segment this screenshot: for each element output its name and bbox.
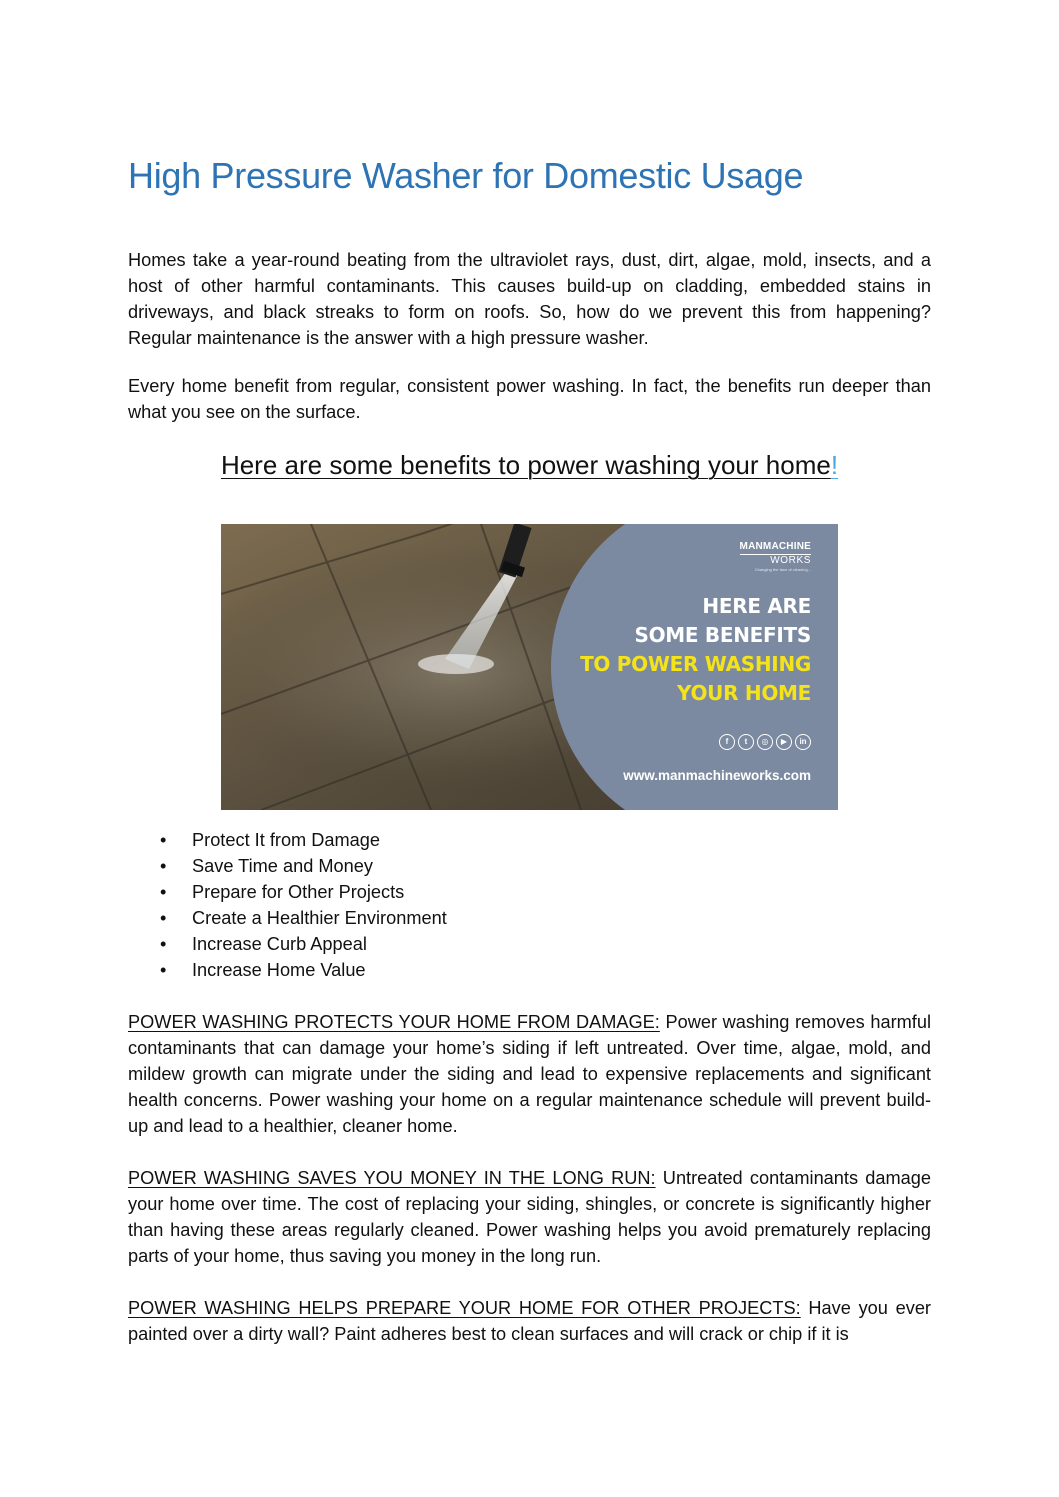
list-item-text: Increase Home Value: [192, 960, 366, 980]
list-item-text: Save Time and Money: [192, 856, 373, 876]
bullet-icon: •: [160, 908, 167, 928]
list-item-text: Protect It from Damage: [192, 830, 381, 850]
bullet-icon: •: [160, 830, 167, 850]
benefit-paragraph: Every home benefit from regular, consistent power washing. In fact, the benefits run deeper than what you see on the surface.: [128, 376, 931, 422]
section-body: Untreated contaminants damage your home over time. The cost of replacing your siding, shingles, or concrete is significantly higher than having these areas regularly cleaned. Power washing helps you avoid prematurely replacing parts of your home, thus saving you money in the long run.: [128, 1168, 931, 1266]
brand-name: MANMACHINE: [740, 541, 811, 555]
section-saves-money: [128, 1165, 931, 1269]
benefits-heading: [0, 447, 1059, 483]
list-item-text: Prepare for Other Projects: [192, 882, 405, 902]
headline-line-3: TO POWER WASHING: [580, 652, 811, 676]
website-url: www.manmachineworks.com: [623, 768, 811, 783]
page-title: High Pressure Washer for Domestic Usage: [128, 155, 804, 196]
facebook-icon: f: [719, 734, 735, 750]
bullet-icon: •: [160, 856, 167, 876]
list-item: [128, 879, 447, 905]
benefits-heading-link[interactable]: !: [830, 450, 839, 480]
benefits-list: [128, 827, 447, 983]
headline-line-4: YOUR HOME: [677, 681, 811, 705]
list-item: [128, 905, 447, 931]
bullet-icon: •: [160, 882, 167, 902]
brand-tagline: Changing the face of cleaning...: [754, 567, 811, 572]
section-protects-home: [128, 1009, 931, 1139]
section-heading: POWER WASHING SAVES YOU MONEY IN THE LONG RUN:: [128, 1168, 656, 1188]
list-item: [128, 931, 447, 957]
section-heading: POWER WASHING HELPS PREPARE YOUR HOME FOR OTHER PROJECTS:: [128, 1298, 801, 1318]
brand-logo: [740, 536, 811, 573]
headline-line-2: SOME BENEFITS: [634, 623, 811, 647]
brand-sub: WORKS: [770, 555, 811, 566]
list-item: [128, 853, 447, 879]
banner-headline: [580, 592, 811, 708]
section-heading: POWER WASHING PROTECTS YOUR HOME FROM DAMAGE:: [128, 1012, 660, 1032]
list-item: [128, 827, 447, 853]
section-body: Have you ever painted over a dirty wall? Paint adheres best to clean surfaces and will crack or chip if it is: [128, 1298, 931, 1344]
intro-paragraph: Homes take a year-round beating from the ultraviolet rays, dust, dirt, algae, mold, insects, and a host of other harmful contaminants. This causes build-up on cladding, embedded stains in driveways, and black streaks to form on roofs. So, how do we prevent this from happening? Regular maintenance is the answer with a high pressure washer.: [128, 250, 931, 348]
social-icons: [719, 734, 811, 750]
section-prepare-projects: [128, 1295, 931, 1347]
list-item-text: Create a Healthier Environment: [192, 908, 447, 928]
bullet-icon: •: [160, 960, 167, 980]
list-item: [128, 957, 447, 983]
bullet-icon: •: [160, 934, 167, 954]
benefits-heading-text: Here are some benefits to power washing your home: [220, 450, 831, 480]
list-item-text: Increase Curb Appeal: [192, 934, 367, 954]
twitter-icon: t: [738, 734, 754, 750]
section-body: Power washing removes harmful contaminants that can damage your home’s siding if left untreated. Over time, algae, mold, and mildew growth can migrate under the siding and lead to expensive replacements and significant health concerns. Power washing your home on a regular maintenance schedule will prevent build-up and lead to a healthier, cleaner home.: [128, 1012, 931, 1136]
youtube-icon: ▶: [776, 734, 792, 750]
banner-image: [221, 524, 838, 810]
headline-line-1: HERE ARE: [702, 594, 811, 618]
instagram-icon: ◎: [757, 734, 773, 750]
linkedin-icon: in: [795, 734, 811, 750]
